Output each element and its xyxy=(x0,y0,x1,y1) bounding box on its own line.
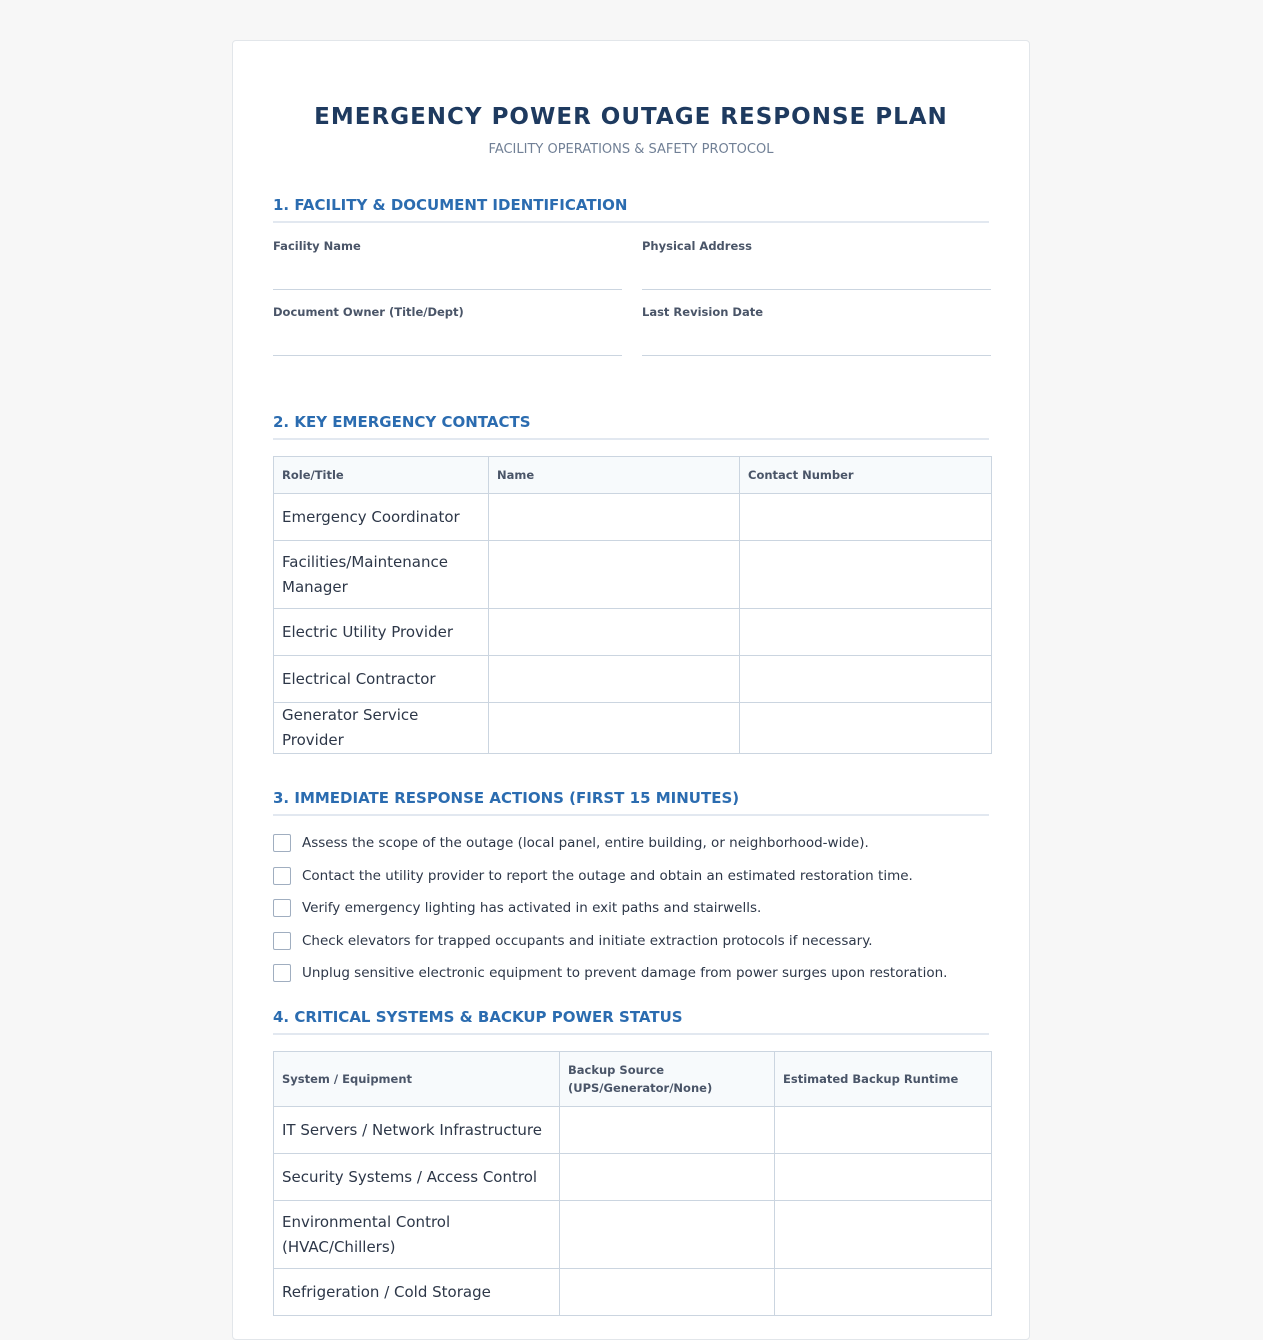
section-facility-identification-title: 1. FACILITY & DOCUMENT IDENTIFICATION xyxy=(273,196,989,223)
contact-number-cell[interactable] xyxy=(740,494,992,541)
emergency-contacts-table xyxy=(273,456,992,754)
contact-name-cell[interactable] xyxy=(489,494,740,541)
contact-role: Emergency Coordinator xyxy=(274,494,489,541)
system-name: Environmental Control (HVAC/Chillers) xyxy=(274,1201,560,1269)
column-header-backup-source: Backup Source (UPS/Generator/None) xyxy=(560,1052,775,1107)
section-immediate-actions-title: 3. IMMEDIATE RESPONSE ACTIONS (FIRST 15 MINUTES) xyxy=(273,789,989,816)
section-emergency-contacts-title: 2. KEY EMERGENCY CONTACTS xyxy=(273,413,989,440)
table-row xyxy=(274,494,992,541)
table-header-row xyxy=(274,1052,992,1107)
system-name: Security Systems / Access Control xyxy=(274,1154,560,1201)
contact-name-cell[interactable] xyxy=(489,541,740,609)
facility-name-field[interactable] xyxy=(273,239,622,290)
contact-number-cell[interactable] xyxy=(740,703,992,754)
section-critical-systems-title: 4. CRITICAL SYSTEMS & BACKUP POWER STATUS xyxy=(273,1008,989,1035)
document-title: EMERGENCY POWER OUTAGE RESPONSE PLAN xyxy=(314,104,948,130)
system-name: Refrigeration / Cold Storage xyxy=(274,1269,560,1316)
contact-name-cell[interactable] xyxy=(489,703,740,754)
checklist-item-text: Assess the scope of the outage (local panel, entire building, or neighborhood-wide). xyxy=(302,835,869,851)
table-row xyxy=(274,1107,992,1154)
field-label: Last Revision Date xyxy=(642,305,764,319)
field-label: Physical Address xyxy=(642,239,752,253)
immediate-actions-checklist xyxy=(273,833,989,983)
contact-name-cell[interactable] xyxy=(489,656,740,703)
backup-source-cell[interactable] xyxy=(560,1269,775,1316)
column-header-contact-number: Contact Number xyxy=(740,457,992,494)
contact-number-cell[interactable] xyxy=(740,541,992,609)
checkbox[interactable] xyxy=(273,867,291,885)
checklist-item-text: Verify emergency lighting has activated in exit paths and stairwells. xyxy=(302,900,762,916)
contact-name-cell[interactable] xyxy=(489,609,740,656)
contact-number-cell[interactable] xyxy=(740,609,992,656)
contact-number-cell[interactable] xyxy=(740,656,992,703)
column-header-backup-runtime: Estimated Backup Runtime xyxy=(775,1052,992,1107)
checkbox[interactable] xyxy=(273,932,291,950)
table-row xyxy=(274,541,992,609)
contact-role: Electric Utility Provider xyxy=(274,609,489,656)
column-header-role: Role/Title xyxy=(274,457,489,494)
table-row xyxy=(274,609,992,656)
contact-role: Facilities/Maintenance Manager xyxy=(274,541,489,609)
backup-source-cell[interactable] xyxy=(560,1107,775,1154)
contact-role: Electrical Contractor xyxy=(274,656,489,703)
backup-runtime-cell[interactable] xyxy=(775,1269,992,1316)
checkbox[interactable] xyxy=(273,834,291,852)
checklist-item xyxy=(273,898,989,918)
backup-runtime-cell[interactable] xyxy=(775,1201,992,1269)
checklist-item-text: Contact the utility provider to report the outage and obtain an estimated restoration time. xyxy=(302,867,913,884)
table-row xyxy=(274,1201,992,1269)
contact-role: Generator Service Provider xyxy=(274,703,489,754)
checklist-item xyxy=(273,931,989,951)
field-label: Document Owner (Title/Dept) xyxy=(273,305,464,319)
backup-runtime-cell[interactable] xyxy=(775,1154,992,1201)
backup-source-cell[interactable] xyxy=(560,1201,775,1269)
table-row xyxy=(274,656,992,703)
checkbox[interactable] xyxy=(273,964,291,982)
backup-source-cell[interactable] xyxy=(560,1154,775,1201)
critical-systems-table xyxy=(273,1051,992,1316)
checklist-item xyxy=(273,833,989,853)
table-row xyxy=(274,1154,992,1201)
checklist-item xyxy=(273,963,989,983)
table-row xyxy=(274,1269,992,1316)
checklist-item-text: Unplug sensitive electronic equipment to prevent damage from power surges upon restoration. xyxy=(302,965,948,981)
facility-fields xyxy=(273,239,989,371)
checkbox[interactable] xyxy=(273,899,291,917)
table-row xyxy=(274,703,992,754)
field-label: Facility Name xyxy=(273,239,361,253)
document-owner-field[interactable] xyxy=(273,305,622,356)
backup-runtime-cell[interactable] xyxy=(775,1107,992,1154)
table-header-row xyxy=(274,457,992,494)
column-header-name: Name xyxy=(489,457,740,494)
document-subtitle: FACILITY OPERATIONS & SAFETY PROTOCOL xyxy=(488,142,774,157)
system-name: IT Servers / Network Infrastructure xyxy=(274,1107,560,1154)
document-page xyxy=(232,40,1030,1340)
last-revision-date-field[interactable] xyxy=(642,305,991,356)
checklist-item xyxy=(273,866,989,886)
physical-address-field[interactable] xyxy=(642,239,991,290)
column-header-system: System / Equipment xyxy=(274,1052,560,1107)
checklist-item-text: Check elevators for trapped occupants and initiate extraction protocols if necessary. xyxy=(302,932,873,949)
